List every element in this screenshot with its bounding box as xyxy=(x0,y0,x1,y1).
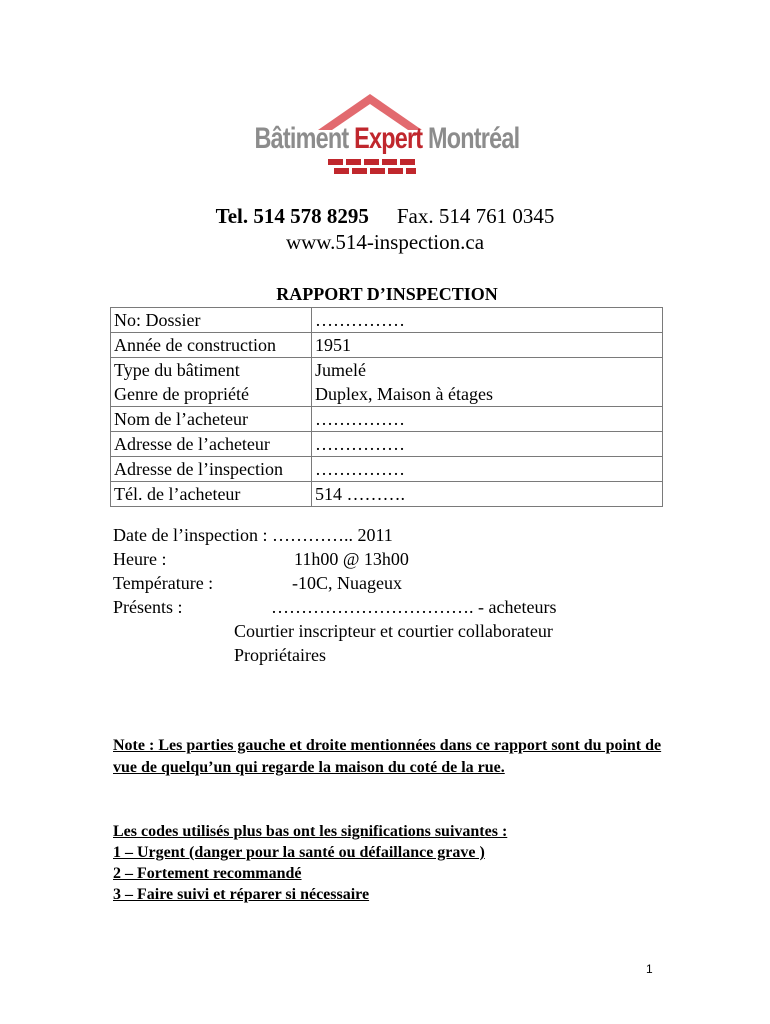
row-label: No: Dossier xyxy=(111,308,312,333)
telephone: Tel. 514 578 8295 xyxy=(215,204,369,228)
row-label-line: Genre de propriété xyxy=(114,384,249,404)
time-label: Heure : xyxy=(113,549,167,569)
row-value xyxy=(312,358,663,407)
row-label xyxy=(111,358,312,407)
code-item: 2 – Fortement recommandé xyxy=(113,865,302,882)
table-row xyxy=(111,407,663,432)
row-label-line: Type du bâtiment xyxy=(114,360,240,380)
row-value: …………… xyxy=(312,457,663,482)
table-row xyxy=(111,333,663,358)
row-label: Nom de l’acheteur xyxy=(111,407,312,432)
brick-wall-icon xyxy=(328,159,416,174)
row-label: Tél. de l’acheteur xyxy=(111,482,312,507)
page-number: 1 xyxy=(646,962,653,976)
row-value-line: Jumelé xyxy=(315,360,366,380)
table-row xyxy=(111,358,663,407)
presents-owners: Propriétaires xyxy=(234,645,326,665)
table-row xyxy=(111,308,663,333)
inspection-date: Date de l’inspection : ………….. 2011 xyxy=(113,525,393,545)
note-paragraph: Note : Les parties gauche et droite mentionnées dans ce rapport sont du point de vue de quelqu’un qui regarde la maison du coté de la rue. xyxy=(113,737,662,776)
presents-label: Présents : xyxy=(113,597,183,617)
row-value: …………… xyxy=(312,432,663,457)
logo-text xyxy=(254,122,520,156)
row-value: …………… xyxy=(312,308,663,333)
code-item: 1 – Urgent (danger pour la santé ou défaillance grave ) xyxy=(113,844,485,861)
code-item: 3 – Faire suivi et réparer si nécessaire xyxy=(113,886,370,903)
row-label: Année de construction xyxy=(111,333,312,358)
logo-word-montreal: Montréal xyxy=(428,122,520,155)
company-logo xyxy=(222,90,518,180)
inspection-info-table xyxy=(110,307,663,507)
table-row xyxy=(111,432,663,457)
codes-heading: Les codes utilisés plus bas ont les significations suivantes : xyxy=(113,823,508,840)
row-value-line: Duplex, Maison à étages xyxy=(315,384,493,404)
temperature-value: -10C, Nuageux xyxy=(292,573,402,593)
fax: Fax. 514 761 0345 xyxy=(396,204,555,228)
logo-word-expert: Expert xyxy=(354,122,423,155)
row-value: 514 ………. xyxy=(312,482,663,507)
row-label: Adresse de l’acheteur xyxy=(111,432,312,457)
table-row xyxy=(111,457,663,482)
temperature-label: Température : xyxy=(113,573,214,593)
row-value: …………… xyxy=(312,407,663,432)
row-label: Adresse de l’inspection xyxy=(111,457,312,482)
table-row xyxy=(111,482,663,507)
website: www.514-inspection.ca xyxy=(285,230,485,254)
logo-word-batiment: Bâtiment xyxy=(254,122,349,155)
codes-legend xyxy=(113,821,507,905)
contact-line xyxy=(0,204,770,229)
report-title: RAPPORT D’INSPECTION xyxy=(276,284,498,304)
presents-buyers: ……………………………. - acheteurs xyxy=(271,597,557,617)
time-value: 11h00 @ 13h00 xyxy=(294,549,409,569)
row-value: 1951 xyxy=(312,333,663,358)
presents-brokers: Courtier inscripteur et courtier collaborateur xyxy=(234,621,553,641)
